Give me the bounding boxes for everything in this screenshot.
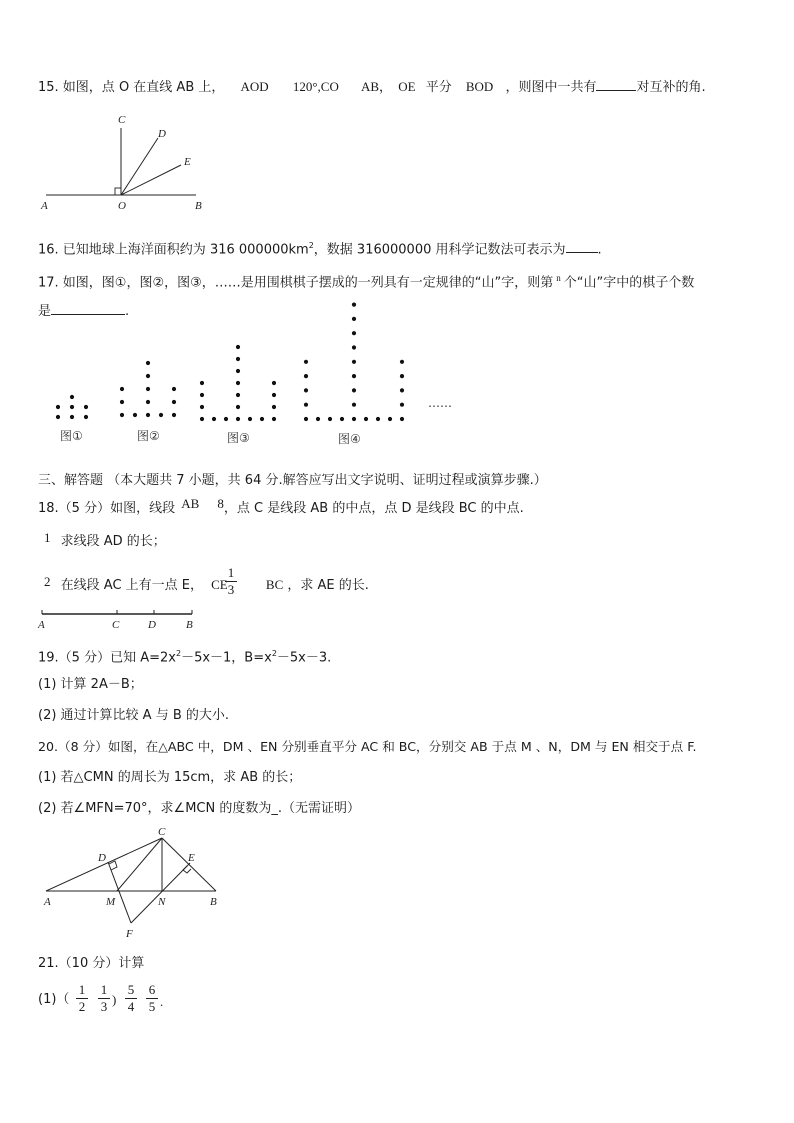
q19-sup2: 2 [271, 649, 277, 658]
q19-head-b: －5x－1，B=x [181, 650, 272, 666]
q18-fraction-den: 3 [227, 582, 235, 597]
q17-stone [364, 417, 368, 421]
q21-fraction-3-den: 4 [127, 999, 135, 1014]
q17-stone [400, 417, 404, 421]
q17-answer-blank [51, 302, 125, 315]
q21-fraction-1-num: 1 [76, 983, 88, 999]
q16-answer-blank [566, 240, 598, 253]
q17-stone [352, 403, 356, 407]
q17-stone [146, 374, 150, 378]
q15-math-aod: AOD [240, 79, 269, 94]
q17-stone [200, 405, 204, 409]
q15-right-angle-mark [115, 188, 121, 195]
q19-part1: (1) 计算 2A－B； [38, 677, 143, 692]
q16-question [38, 238, 602, 258]
q20-segment-cm [117, 838, 162, 891]
q18-part2-num: 2 [44, 574, 51, 589]
q17-stone [316, 417, 320, 421]
q15-label-d: D [158, 128, 166, 140]
q17-stone [400, 403, 404, 407]
q17-ellipsis: …… [428, 396, 452, 410]
q17-stone [120, 400, 124, 404]
q17-stone [200, 393, 204, 397]
q21-fraction-4-den: 5 [148, 999, 156, 1014]
q17-stone [248, 417, 252, 421]
q20-segment-ef [131, 863, 190, 923]
q21-fraction-3 [125, 983, 137, 1014]
q17-stone [304, 417, 308, 421]
q17-stone [120, 387, 124, 391]
q17-stone [146, 361, 150, 365]
q17-text-2a: 是 [38, 304, 52, 319]
q17-stone [352, 374, 356, 378]
q17-line2 [38, 302, 129, 320]
q18-math-8: 8 [217, 496, 224, 511]
q17-stone [146, 387, 150, 391]
q15-text-b: 平分 [425, 80, 452, 95]
q17-stone [236, 345, 240, 349]
q15-math-120: 120°,CO [292, 79, 339, 94]
q20-label-c: C [158, 826, 166, 838]
q17-stone [352, 388, 356, 392]
q17-stone [272, 393, 276, 397]
q18-label-d: D [148, 619, 156, 631]
q20-label-n: N [158, 896, 166, 908]
q15-label-b: B [195, 200, 202, 212]
q18-fraction-num: 1 [225, 566, 237, 582]
q17-stone [352, 417, 356, 421]
q17-stone [260, 417, 264, 421]
q17-figure [40, 345, 470, 450]
q17-stone [212, 417, 216, 421]
q17-stone [304, 388, 308, 392]
q17-stone [236, 417, 240, 421]
q17-text-1b: 个“山”字中的棋子个数 [563, 275, 695, 291]
q15-question [38, 78, 706, 96]
q17-stone [352, 303, 356, 307]
q17-stone [84, 415, 88, 419]
q17-stone [146, 400, 150, 404]
q18-head-b: ，点 C 是线段 AB 的中点，点 D 是线段 BC 的中点. [223, 501, 524, 516]
q18-part1 [44, 530, 166, 550]
q20-part1: (1) 若△CMN 的周长为 15cm，求 AB 的长； [38, 770, 302, 785]
q15-answer-blank [596, 78, 636, 91]
q21-question: 21.（10 分）计算 [38, 956, 145, 971]
q15-text-a: 15. 如图，点 O 在直线 AB 上， [38, 80, 225, 95]
q17-stone [159, 413, 163, 417]
q20-label-d: D [98, 852, 106, 864]
q18-part2-bc: BC [265, 577, 284, 592]
q17-stone [304, 403, 308, 407]
q17-stone [133, 413, 137, 417]
q17-stone [56, 415, 60, 419]
q18-label-b: B [186, 619, 193, 631]
q16-text-a: 16. 已知地球上海洋面积约为 316 000000km [38, 242, 309, 258]
q17-stone [236, 369, 240, 373]
q17-stone [224, 417, 228, 421]
section3-heading: 三、解答题 （本大题共 7 小题，共 64 分.解答应写出文字说明、证明过程或演算步骤.） [38, 473, 547, 488]
q19-question [38, 646, 331, 666]
q18-part1-text: 求线段 AD 的长； [60, 534, 166, 549]
q18-question [38, 496, 524, 517]
q20-label-f: F [126, 928, 133, 940]
q16-text-b: ，数据 316000000 用科学记数法可表示为 [313, 242, 566, 258]
q17-stone [200, 381, 204, 385]
q18-part1-num: 1 [44, 530, 51, 545]
q18-part2 [44, 574, 369, 594]
q17-stone [328, 417, 332, 421]
q16-text-c: . [597, 242, 602, 258]
q17-stone [388, 417, 392, 421]
q16-sup: 2 [308, 241, 314, 250]
q20-part2: (2) 若∠MFN=70°，求∠MCN 的度数为_.（无需证明） [38, 801, 360, 816]
q15-math-bod: BOD [465, 79, 494, 94]
q15-label-a: A [41, 200, 48, 212]
q17-stone [304, 374, 308, 378]
q21-fraction-4-num: 6 [146, 983, 158, 999]
q17-stone [146, 413, 150, 417]
q15-text-c: ，则图中一共有 [505, 80, 597, 95]
q17-stone [352, 360, 356, 364]
q18-figure [38, 606, 208, 632]
q17-n: n [556, 273, 561, 283]
q21-end: . [160, 994, 164, 1009]
q17-stone [200, 417, 204, 421]
q17-text-2b: . [125, 304, 130, 319]
q15-label-e: E [184, 156, 191, 168]
q17-stone [84, 405, 88, 409]
q21-fraction-1 [76, 983, 88, 1014]
q15-ray-oe [121, 165, 181, 195]
q17-caption-1: 图① [60, 429, 83, 443]
q19-head-c: －5x－3. [276, 650, 332, 666]
q17-stone [56, 405, 60, 409]
q21-fraction-2 [98, 983, 110, 1014]
q18-part2-ce: CE [211, 577, 228, 592]
q17-caption-2: 图② [137, 429, 160, 443]
q18-part2-text-b: ，求 AE 的长. [287, 578, 369, 593]
q17-stone [352, 331, 356, 335]
q17-caption-4: 图④ [338, 432, 361, 446]
q18-math-ab: AB [181, 496, 200, 511]
q20-label-e: E [188, 852, 195, 864]
q21-fraction-1-den: 2 [78, 999, 86, 1014]
q15-math-oe: OE [398, 79, 416, 94]
q17-line1 [38, 270, 694, 291]
q17-stone [400, 360, 404, 364]
q20-label-m: M [106, 896, 116, 908]
q17-stone [340, 417, 344, 421]
q15-label-c: C [118, 114, 126, 126]
q17-stone [272, 381, 276, 385]
q17-stone [172, 400, 176, 404]
q17-caption-3: 图③ [227, 431, 250, 445]
q21-part1-label: (1)（ [38, 992, 70, 1007]
q15-text-d: 对互补的角. [636, 80, 706, 95]
q18-fraction [225, 566, 237, 597]
q17-text-1: 17. 如图，图①，图②，图③，……是用围棋棋子摆成的一列具有一定规律的“山”字，则第 [38, 275, 554, 291]
q17-stone [70, 395, 74, 399]
q17-stone [172, 387, 176, 391]
q17-stone [236, 357, 240, 361]
q21-close-paren: ) [112, 992, 117, 1007]
q17-stone [272, 417, 276, 421]
q20-figure [38, 825, 228, 943]
q19-sup1: 2 [175, 649, 182, 658]
q21-fraction-2-num: 1 [98, 983, 110, 999]
q17-stone [236, 381, 240, 385]
q15-ray-od [121, 138, 158, 195]
q17-stone [400, 388, 404, 392]
q17-stone [400, 374, 404, 378]
q15-math-ab: AB， [361, 79, 393, 94]
q17-stone [70, 405, 74, 409]
q15-figure [38, 110, 218, 215]
q15-label-o: O [118, 200, 126, 212]
q17-stone [236, 405, 240, 409]
q21-fraction-4 [146, 983, 158, 1014]
q17-stone [352, 345, 356, 349]
q18-part2-text-a: 在线段 AC 上有一点 E， [60, 578, 203, 593]
q17-stone [304, 360, 308, 364]
q20-label-b: B [210, 896, 217, 908]
q20-side-ac [46, 838, 162, 891]
q20-question: 20.（8 分）如图，在△ABC 中，DM 、EN 分别垂直平分 AC 和 BC，分别交 AB 于点 M 、N，DM 与 EN 相交于点 F. [38, 739, 697, 754]
q20-label-a: A [44, 896, 51, 908]
q21-fraction-2-den: 3 [100, 999, 108, 1014]
q17-stone [120, 413, 124, 417]
q18-label-c: C [112, 619, 120, 631]
q17-stone [236, 393, 240, 397]
q19-head-a: 19.（5 分）已知 A=2x [38, 650, 176, 666]
q20-segment-df [108, 862, 131, 923]
q18-label-a: A [38, 619, 45, 631]
q17-stone [172, 413, 176, 417]
q18-head-a: 18.（5 分）如图，线段 [38, 501, 176, 516]
q17-stone [352, 317, 356, 321]
q17-stone [70, 415, 74, 419]
q19-part2: (2) 通过计算比较 A 与 B 的大小. [38, 708, 230, 723]
q21-fraction-3-num: 5 [125, 983, 137, 999]
q17-stone [376, 417, 380, 421]
q17-stone [272, 405, 276, 409]
